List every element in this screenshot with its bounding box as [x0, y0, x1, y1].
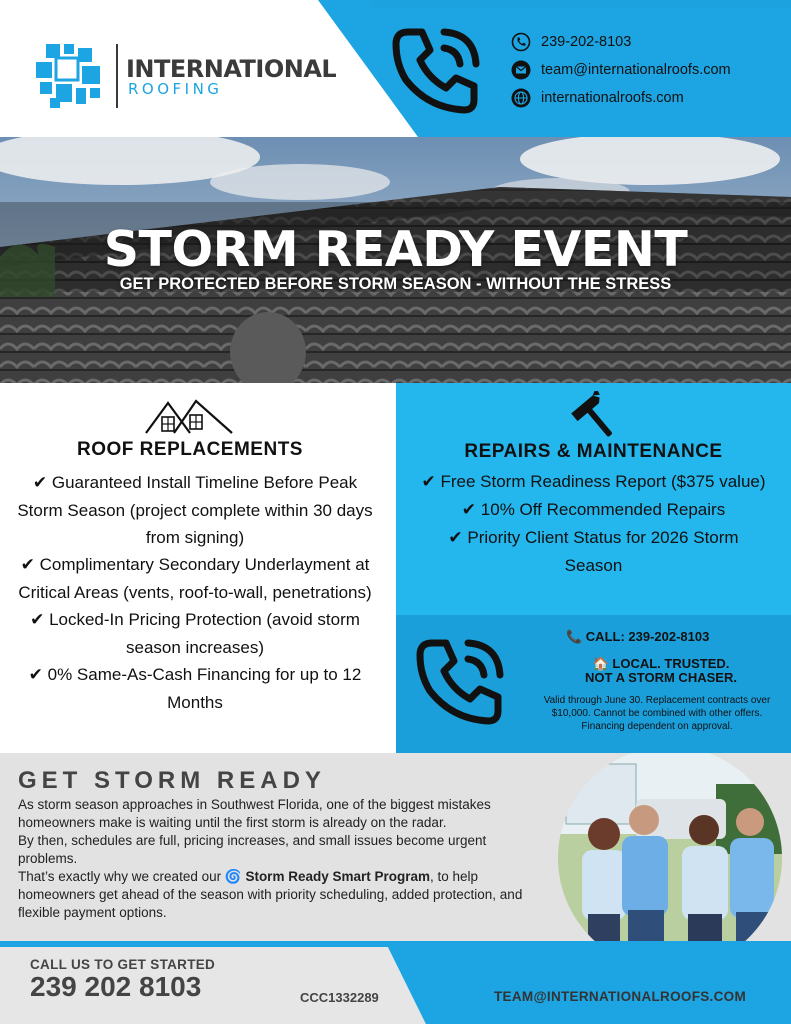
house-outline-icon — [144, 397, 236, 435]
list-item: ✔ Locked-In Pricing Protection (avoid storm season increases) — [30, 610, 360, 657]
list-item: ✔ 10% Off Recommended Repairs — [461, 500, 726, 520]
contact-phone-row[interactable] — [511, 32, 631, 52]
roof-replacements-title: ROOF REPLACEMENTS — [77, 439, 303, 460]
list-item: ✔ Complimentary Secondary Underlayment at Critical Areas (vents, roof-to-wall, penetrations) — [18, 555, 372, 602]
hero-subtitle: GET PROTECTED BEFORE STORM SEASON - WITHOUT THE STRESS — [119, 275, 672, 293]
footer-email[interactable]: TEAM@INTERNATIONALROOFS.COM — [494, 989, 746, 1004]
cta-phone[interactable]: 239 202 8103 — [30, 971, 202, 1002]
check-icon: ✔ — [461, 500, 477, 520]
check-icon: ✔ — [421, 472, 436, 492]
paragraph: By then, schedules are full, pricing increases, and small issues become urgent problems. — [18, 833, 487, 866]
check-icon: ✔ — [30, 610, 45, 630]
list-item: ✔ 0% Same-As-Cash Financing for up to 12 Months — [28, 665, 362, 712]
list-item: ✔ Priority Client Status for 2026 Storm Season — [448, 528, 739, 575]
repairs-list — [420, 468, 767, 579]
contact-email-row[interactable] — [511, 60, 731, 80]
team-photo — [556, 753, 784, 941]
hammer-icon — [569, 391, 621, 443]
fine-print: Valid through June 30. Replacement contracts over $10,000. Cannot be combined with other offers. Financing dependent on approval. — [543, 695, 771, 732]
call-line[interactable]: 📞 CALL: 239-202-8103 — [566, 629, 710, 644]
get-storm-ready-section — [0, 753, 791, 941]
repairs-title: REPAIRS & MAINTENANCE — [464, 441, 723, 462]
email-icon — [511, 60, 531, 80]
paragraph: As storm season approaches in Southwest Florida, one of the biggest mistakes homeowners make is waiting until the first storm is already on the radar. — [18, 797, 491, 830]
footer — [0, 941, 791, 1024]
contact-website[interactable]: internationalroofs.com — [541, 90, 684, 106]
hero-title: STORM READY EVENT — [103, 221, 688, 278]
phone-icon — [410, 629, 514, 733]
check-icon: ✔ — [32, 473, 48, 493]
cyclone-icon: 🌀 — [224, 869, 242, 884]
brand-subname: ROOFING — [128, 80, 223, 98]
cta-label: CALL US TO GET STARTED — [30, 957, 216, 972]
roof-replacements-section — [0, 383, 396, 753]
roof-replacements-list — [12, 469, 378, 716]
get-storm-ready-body — [18, 796, 538, 922]
logo-divider — [116, 44, 118, 108]
header — [0, 0, 791, 137]
brand-name: INTERNATIONAL — [126, 55, 337, 83]
contact-website-row[interactable] — [511, 88, 684, 108]
check-icon: ✔ — [20, 555, 35, 575]
logo-mark-icon — [36, 42, 104, 110]
check-icon: ✔ — [28, 665, 43, 685]
list-item: ✔ Free Storm Readiness Report ($375 value) — [421, 472, 766, 492]
program-name: Storm Ready Smart Program — [245, 869, 430, 884]
phone-circle-icon — [511, 32, 531, 52]
phone-icon — [386, 18, 490, 122]
contact-phone[interactable]: 239-202-8103 — [541, 34, 632, 50]
contact-email[interactable]: team@internationalroofs.com — [541, 62, 731, 78]
call-box — [396, 615, 791, 753]
check-icon: ✔ — [448, 528, 463, 548]
local-trusted-text: 🏠 LOCAL. TRUSTED. NOT A STORM CHASER. — [585, 656, 737, 685]
paragraph: That’s exactly why we created our 🌀 Storm Ready Smart Program, to help homeowners get ahead of the season with priority scheduling, added protection, and flexible payment options. — [18, 869, 523, 920]
get-storm-ready-title: GET STORM READY — [18, 767, 326, 794]
license-number: CCC1332289 — [300, 990, 379, 1005]
list-item: ✔ Guaranteed Install Timeline Before Peak Storm Season (project complete within 30 days from signing) — [17, 473, 373, 547]
hero-banner — [0, 137, 791, 383]
repairs-section — [396, 383, 791, 615]
globe-icon — [511, 88, 531, 108]
